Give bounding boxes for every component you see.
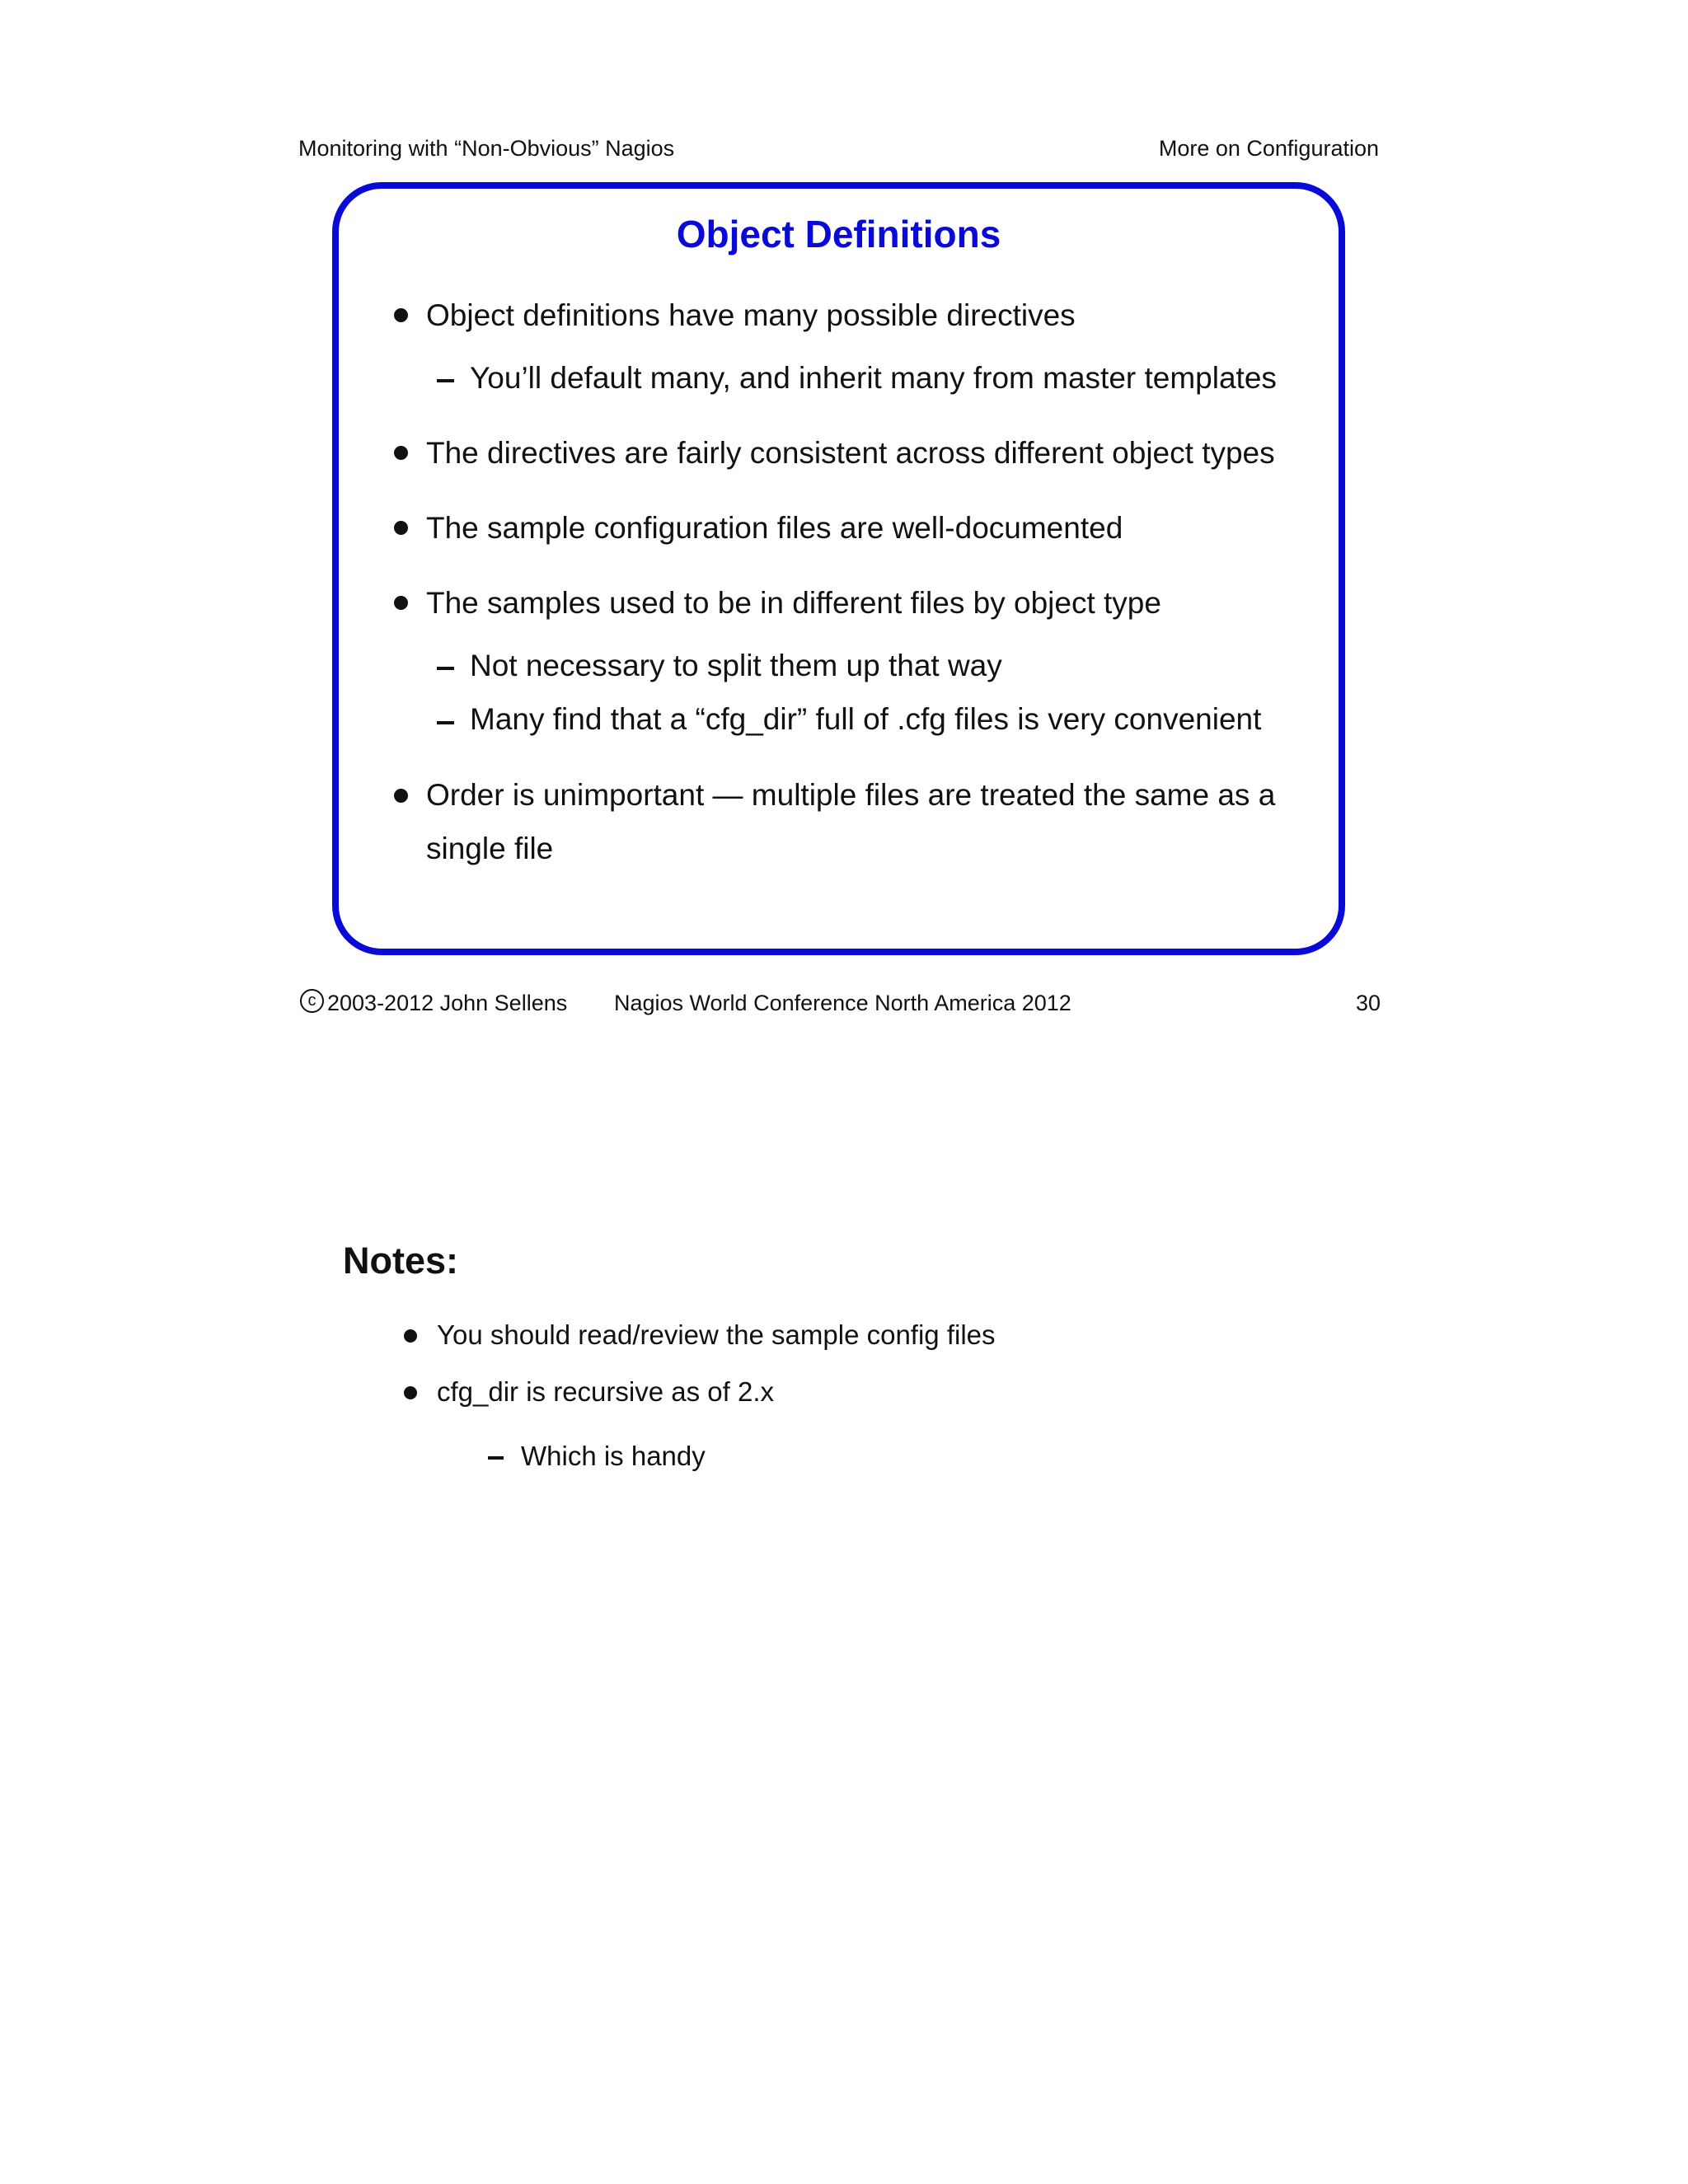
slide-bullet-5: Order is unimportant — multiple files are treated the same as a	[426, 778, 1276, 812]
slide-bullet-4: The samples used to be in different files by object type	[426, 586, 1161, 620]
slide-sub-bullet-2: Not necessary to split them up that way	[470, 649, 1002, 682]
header-right-section: More on Configuration	[1158, 136, 1379, 161]
notes-item-2: cfg_dir is recursive as of 2.x	[437, 1376, 774, 1407]
bullet-dot-icon	[394, 308, 408, 322]
slide-sub-bullet-1: You’ll default many, and inherit many from master templates	[470, 361, 1277, 395]
notes-heading: Notes:	[343, 1240, 459, 1282]
dash-bullet-icon	[488, 1456, 504, 1460]
slide-title: Object Definitions	[676, 213, 1001, 255]
bullet-dot-icon	[404, 1386, 417, 1399]
dash-bullet-icon	[437, 667, 454, 670]
slide-bullet-1: Object definitions have many possible directives	[426, 298, 1076, 332]
dash-bullet-icon	[437, 379, 454, 382]
copyright-icon: c	[300, 989, 324, 1013]
slide-bullet-5-continued: single file	[426, 832, 554, 865]
slide-sub-bullet-3: Many find that a “cfg_dir” full of .cfg files is very convenient	[470, 702, 1262, 736]
bullet-dot-icon	[394, 446, 408, 460]
bullet-dot-icon	[404, 1329, 417, 1343]
slide-bullet-2: The directives are fairly consistent across different object types	[426, 436, 1275, 470]
footer-conference: Nagios World Conference North America 2012	[614, 991, 1071, 1015]
notes-sub-item-1: Which is handy	[521, 1441, 706, 1471]
notes-item-1: You should read/review the sample config files	[437, 1319, 996, 1350]
footer-copyright: 2003-2012 John Sellens	[327, 991, 568, 1015]
page-number: 30	[1356, 991, 1381, 1015]
slide-bullet-3: The sample configuration files are well-documented	[426, 511, 1123, 545]
bullet-dot-icon	[394, 521, 408, 535]
bullet-dot-icon	[394, 789, 408, 803]
dash-bullet-icon	[437, 721, 454, 724]
header-left-title: Monitoring with “Non-Obvious” Nagios	[298, 136, 675, 161]
bullet-dot-icon	[394, 596, 408, 610]
